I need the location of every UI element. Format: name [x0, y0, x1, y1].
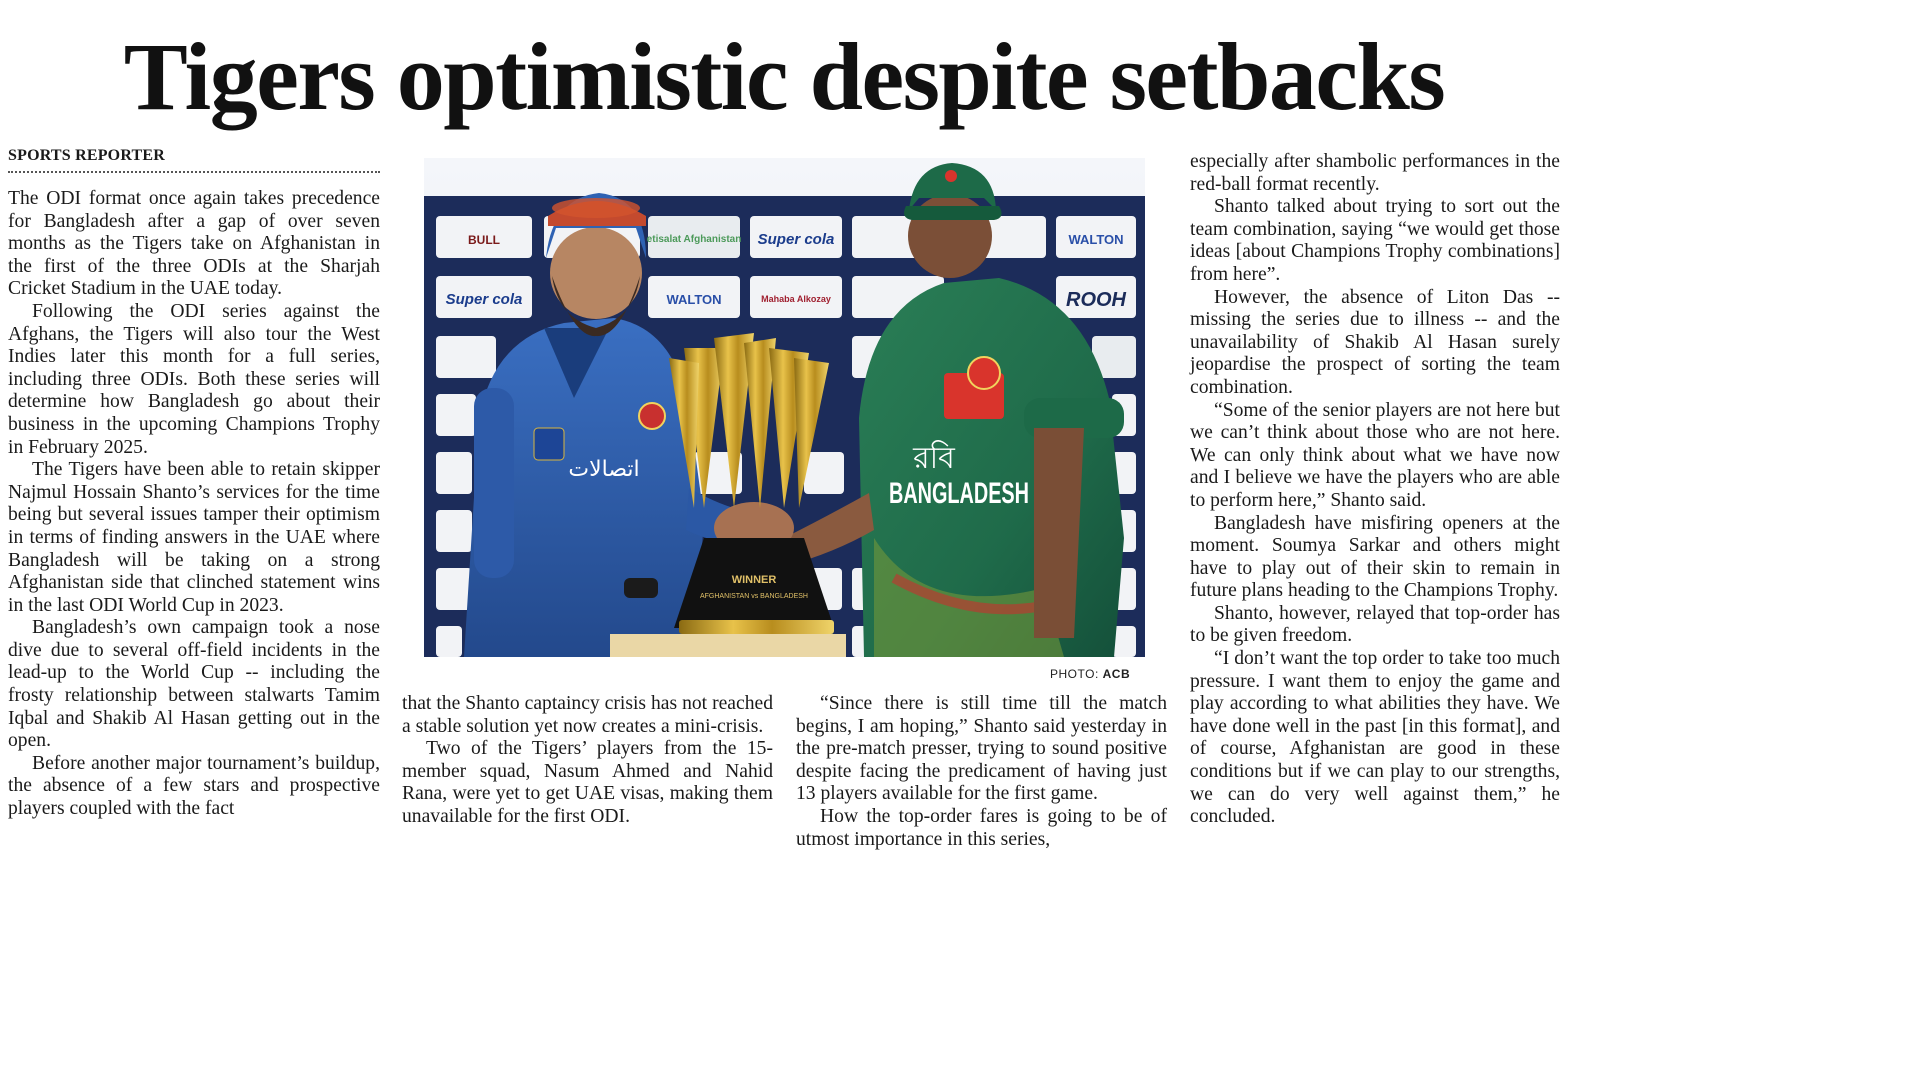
- paragraph: Two of the Tigers’ players from the 15-member squad, Nasum Ahmed and Nahid Rana, were yet to get UAE visas, making them unavailable for the first ODI.: [402, 738, 773, 827]
- paragraph: Bangladesh have misfiring openers at the moment. Soumya Sarkar and others might have to play out of their skin to remain in future plans heading to the Champions Trophy.: [1190, 512, 1560, 602]
- paragraph: How the top-order fares is going to be of utmost importance in this series,: [796, 805, 1167, 850]
- trophy-inscription: AFGHANISTAN vs BANGLADESH: [699, 593, 809, 600]
- paragraph: that the Shanto captaincy crisis has not reached a stable solution yet now creates a mini-crisis.: [402, 693, 773, 737]
- paragraph: Shanto talked about trying to sort out the team combination, saying “we would get those ideas [about Champions Trophy combinations] from here”.: [1190, 196, 1560, 285]
- paragraph: The ODI format once again takes precedence for Bangladesh after a gap of over seven months as the Tigers take on Afghanistan in the first of the three ODIs at the Sharjah Cricket Stadium in the UAE today.: [8, 188, 380, 300]
- paragraph: “Some of the senior players are not here but we can’t think about those who are not here. We can only think about what we have now and I believe we have the players who are able to perform here,” Shanto said.: [1190, 399, 1560, 511]
- jersey-text-right: BANGLADESH: [889, 477, 1029, 510]
- sponsor-supercola-text: Super cola: [757, 231, 835, 248]
- sponsor-mahaba-text: Mahaba Alkozay: [761, 294, 831, 304]
- sponsor-bull-text: BULL: [468, 233, 500, 247]
- article-column-2: [402, 693, 773, 829]
- paragraph: Before another major tournament’s buildup, the absence of a few stars and prospective players coupled with the fact: [8, 752, 380, 820]
- sponsor-walton-text: WALTON: [1068, 232, 1124, 247]
- headline: Tigers optimistic despite setbacks: [123, 23, 1445, 130]
- article-column-4: [1190, 151, 1560, 829]
- photo-credit-source: ACB: [1102, 667, 1131, 681]
- sponsor-rooh-text: ROOH: [1066, 289, 1126, 311]
- sponsor-etisalat-text: etisalat Afghanistan: [646, 234, 742, 245]
- paragraph: “I don’t want the top order to take too much pressure. I want them to enjoy the game and play according to what abilities they have. We have done well in the past [in this format], and of course, Afghanistan are good in these conditions but if we can play to our strengths, we can do very well against them,” he concluded.: [1190, 648, 1560, 828]
- paragraph: The Tigers have been able to retain skipper Najmul Hossain Shanto’s services for the time being but several issues tamper their optimism in terms of finding answers in the UAE where Bangladesh will be taking on a strong Afghanistan side that clinched statement wins in the last ODI World Cup in 2023.: [8, 459, 380, 616]
- photo-illustration: [424, 158, 1145, 657]
- jersey-brand-right: রবি: [913, 441, 955, 476]
- paragraph: especially after shambolic performances in the red-ball format recently.: [1190, 151, 1560, 195]
- article-column-1: [8, 188, 380, 821]
- paragraph: Following the ODI series against the Afghans, the Tigers will also tour the West Indies later this month for a full series, including three ODIs. Both these series will determine how Bangladesh go about their business in the upcoming Champions Trophy in February 2025.: [8, 300, 380, 458]
- article-column-3: [796, 693, 1167, 851]
- jersey-text-left: اتصالات: [568, 457, 640, 482]
- news-photo: [424, 158, 1145, 657]
- photo-credit-label: PHOTO:: [1050, 667, 1099, 681]
- paragraph: However, the absence of Liton Das -- missing the series due to illness -- and the unavailability of Shakib Al Hasan surely jeopardise the prospect of sorting the team combination.: [1190, 286, 1560, 398]
- paragraph: “Since there is still time till the match begins, I am hoping,” Shanto said yesterday in the pre-match presser, trying to sound positive despite facing the predicament of having just 13 players available for the first game.: [796, 693, 1167, 805]
- trophy-winner-label: WINNER: [731, 574, 777, 586]
- photo-credit: [1050, 667, 1130, 681]
- sponsor-walton-text-2: WALTON: [666, 292, 722, 307]
- paragraph: Bangladesh’s own campaign took a nose dive due to several off-field incidents in the lead-up to the World Cup -- including the frosty relationship between stalwarts Tamim Iqbal and Shakib Al Hasan getting out in the open.: [8, 617, 380, 752]
- paragraph: Shanto, however, relayed that top-order has to be given freedom.: [1190, 602, 1560, 647]
- byline: SPORTS REPORTER: [8, 147, 380, 173]
- sponsor-supercola-text-2: Super cola: [445, 291, 523, 308]
